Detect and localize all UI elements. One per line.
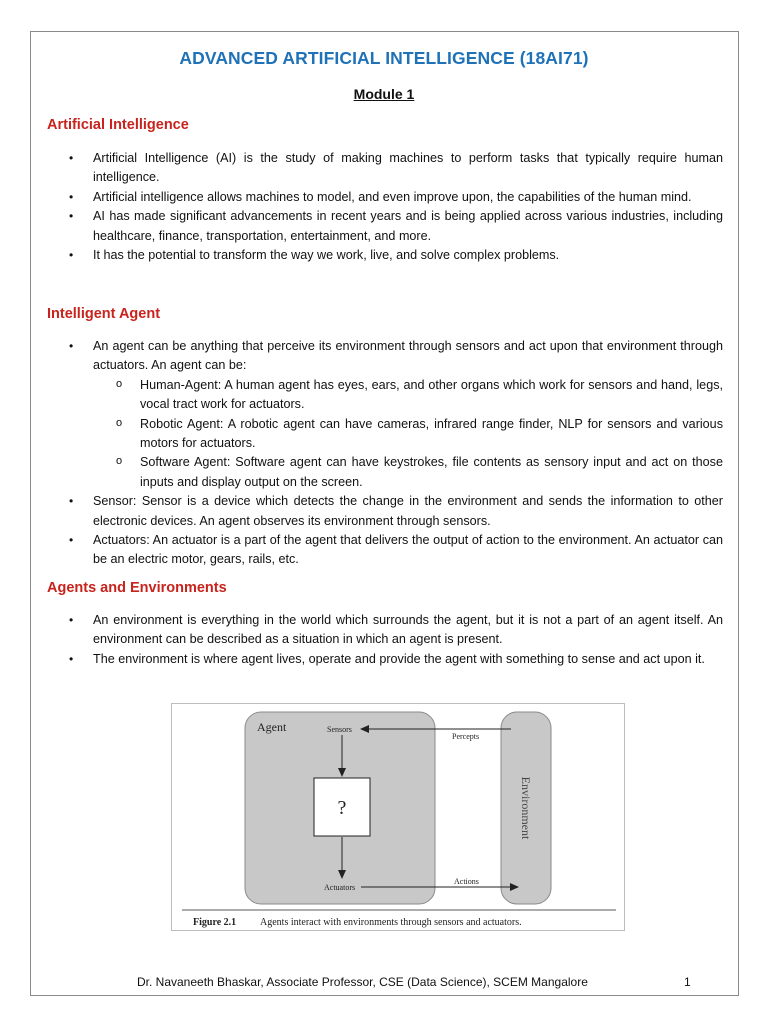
figure-number: Figure 2.1 xyxy=(193,917,237,928)
page-number: 1 xyxy=(684,975,691,989)
section-heading-environments: Agents and Environments xyxy=(47,580,227,596)
section-heading-ai: Artificial Intelligence xyxy=(47,117,189,133)
sensors-label: Sensors xyxy=(327,725,352,734)
environment-bullet: • An environment is everything in the world which surrounds the agent, but it is not a part of an agent itself. An environment can be described as a situation in which an agent is present. xyxy=(93,611,723,650)
actuators-label: Actuators xyxy=(324,883,356,892)
percepts-label: Percepts xyxy=(452,732,480,741)
sensor-bullet: • Sensor: Sensor is a device which detects the change in the environment and sends the information to other electronic devices. An agent observes its environment through sensors. xyxy=(93,492,723,531)
environment-bullet: • The environment is where agent lives, operate and provide the agent with something to sense and act upon it. xyxy=(93,650,723,669)
ai-bullet: • It has the potential to transform the way we work, live, and solve complex problems. xyxy=(93,246,723,265)
document-title: ADVANCED ARTIFICIAL INTELLIGENCE (18AI71) xyxy=(179,48,589,68)
agent-intro-text: An agent can be anything that perceive its environment through sensors and act upon that environment through actuators. An agent can be: xyxy=(93,339,723,373)
ai-bullet: • AI has made significant advancements in recent years and is being applied across various industries, including healthcare, finance, transportation, entertainment, and more. xyxy=(93,207,723,246)
module-heading: Module 1 xyxy=(353,86,415,102)
agent-type-item: o Robotic Agent: A robotic agent can have cameras, infrared range finder, NLP for sensors and various motors for actuators. xyxy=(140,415,723,454)
agent-label: Agent xyxy=(257,720,287,734)
unknown-label: ? xyxy=(337,797,347,819)
environment-label: Environment xyxy=(519,776,533,840)
agent-bullet xyxy=(93,337,723,492)
agent-type-item: o Human-Agent: A human agent has eyes, ears, and other organs which work for sensors and hand, legs, vocal tract work for actuators. xyxy=(140,376,723,415)
actuator-bullet: • Actuators: An actuator is a part of the agent that delivers the output of action to the environment. An actuator can be an electric motor, gears, rails, etc. xyxy=(93,531,723,570)
agent-type-item: o Software Agent: Software agent can have keystrokes, file contents as sensory input and act on those inputs and display output on the screen. xyxy=(140,453,723,492)
ai-bullet: • Artificial intelligence allows machines to model, and even improve upon, the capabilities of the human mind. xyxy=(93,188,723,207)
ai-bullet-list xyxy=(93,149,723,265)
figure-caption: Agents interact with environments through sensors and actuators. xyxy=(260,917,522,928)
figure-diagram xyxy=(172,704,626,932)
actions-label: Actions xyxy=(454,877,479,886)
ai-bullet: • Artificial Intelligence (AI) is the study of making machines to perform tasks that typically require human intelligence. xyxy=(93,149,723,188)
agent-bullet-list xyxy=(93,337,723,570)
agent-environment-figure xyxy=(171,703,625,931)
agent-types-list xyxy=(93,376,723,492)
footer-author: Dr. Navaneeth Bhaskar, Associate Professor, CSE (Data Science), SCEM Mangalore xyxy=(137,975,588,989)
section-heading-agent: Intelligent Agent xyxy=(47,306,161,322)
environment-bullet-list xyxy=(93,611,723,669)
